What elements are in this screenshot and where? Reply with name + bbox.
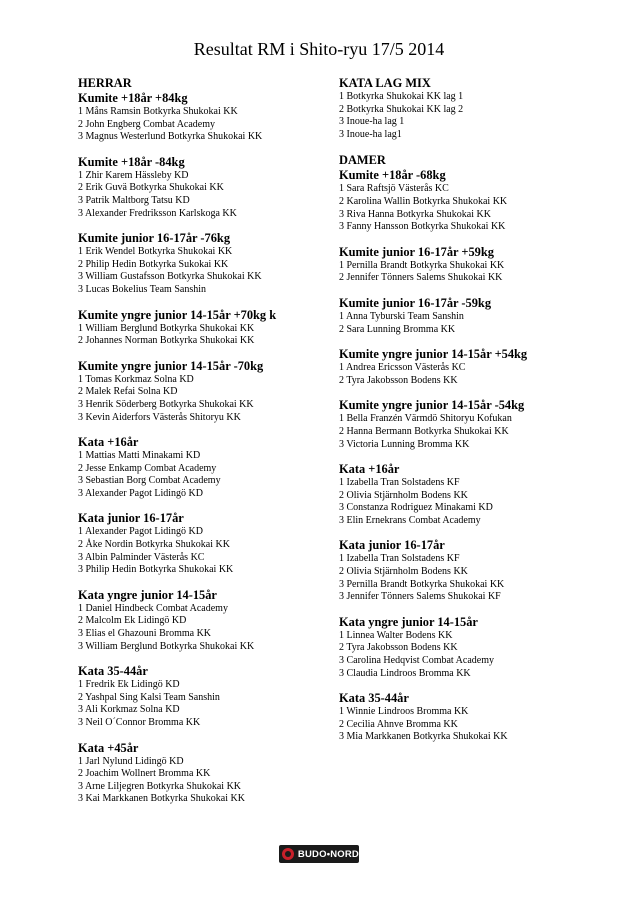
result-line: 3 Lucas Bokelius Team Sanshin [78,283,206,295]
result-line: 3 Victoria Lunning Bromma KK [339,438,470,450]
result-line: 3 Fanny Hansson Botkyrka Shukokai KK [339,221,506,233]
result-line: 3 Alexander Pagot Lidingö KD [78,487,203,499]
result-line: 1 Andrea Ericsson Västerås KC [339,362,466,374]
result-section [339,347,619,387]
result-line: 2 Erik Guvä Botkyrka Shukokai KK [78,182,224,194]
section-lines [78,170,328,220]
result-section [339,296,619,336]
logo-mark-icon [282,848,294,860]
result-line: 1 Mattias Matti Minakami KD [78,450,201,462]
result-line: 1 Linnea Walter Bodens KK [339,629,453,641]
section-lines [339,553,619,603]
right-column [339,76,619,744]
group-label-damer: DAMER [339,153,386,168]
result-line: 3 William Gustafsson Botkyrka Shukokai KK [78,271,262,283]
section-lines [78,526,328,576]
result-line: 1 Daniel Hindbeck Combat Academy [78,602,228,614]
result-line: 3 Mia Markkanen Botkyrka Shukokai KK [339,731,508,743]
result-section [339,398,619,451]
section-lines [78,679,328,729]
result-section [339,538,619,603]
result-line: 3 Neil O´Connor Bromma KK [78,717,201,728]
result-line: 1 Alexander Pagot Lidingö KD [78,526,203,538]
page-title: Resultat RM i Shito-ryu 17/5 2014 [193,39,445,59]
result-line: 2 Åke Nordin Botkyrka Shukokai KK [78,539,230,551]
group-label-herrar: HERRAR [78,76,132,90]
section-heading: Kata 35-44år [78,664,148,679]
section-heading: Kata +45år [78,740,139,755]
result-line: 3 Kevin Aiderfors Västerås Shitoryu KK [78,411,241,423]
result-line: 3 William Berglund Botkyrka Shukokai KK [78,640,255,652]
result-line: 1 Winnie Lindroos Bromma KK [339,706,469,718]
result-line: 3 Riva Hanna Botkyrka Shukokai KK [339,208,491,220]
right-sections [339,153,619,744]
result-section [78,741,328,806]
section-heading: Kata yngre junior 14-15år [339,614,478,629]
result-line: 3 Carolina Hedqvist Combat Academy [339,655,494,667]
section-lines [339,311,619,336]
section-lines [339,477,619,527]
result-line: 2 Jesse Enkamp Combat Academy [78,462,217,474]
section-lines [339,91,619,141]
result-section [339,691,619,744]
section-heading: Kumite yngre junior 14-15år -70kg [78,358,264,373]
result-section [78,588,328,653]
result-line: 1 Tomas Korkmaz Solna KD [78,373,194,385]
result-line: 1 Zhir Karem Hässleby KD [78,169,189,181]
result-line: 2 Tyra Jakobsson Bodens KK [339,374,458,386]
result-section [78,155,328,220]
section-lines [339,183,619,233]
result-line: 2 Yashpal Sing Kalsi Team Sanshin [78,691,220,703]
result-line: 1 Botkyrka Shukokai KK lag 1 [339,91,464,102]
result-line: 1 Izabella Tran Solstadens KF [339,553,460,565]
result-line: 3 Philip Hedin Botkyrka Shukokai KK [78,564,234,576]
result-section [78,359,328,424]
result-line: 1 Jarl Nylund Lidingö KD [78,755,184,767]
section-heading: Kumite +18år -84kg [78,154,185,169]
result-line: 1 Måns Ramsin Botkyrka Shukokai KK [78,106,238,117]
section-heading: Kata +16år [339,462,400,477]
budo-nord-logo [279,845,359,863]
result-line: 2 Cecilia Ahnve Bromma KK [339,718,458,730]
section-heading: Kumite +18år +84kg [78,91,188,105]
result-line: 3 Pernilla Brandt Botkyrka Shukokai KK [339,578,505,590]
result-line: 3 Patrik Maltborg Tatsu KD [78,194,190,206]
result-line: 2 Malcolm Ek Lidingö KD [78,615,187,627]
section-heading: Kumite junior 16-17år -76kg [78,231,231,246]
result-line: 3 Inoue-ha lag1 [339,128,402,140]
section-lines [339,706,619,744]
result-line: 2 Olivia Stjärnholm Bodens KK [339,566,468,578]
result-section [78,231,328,296]
left-sections [78,91,328,806]
result-line: 3 Henrik Söderberg Botkyrka Shukokai KK [78,398,254,410]
result-line: 2 Philip Hedin Botkyrka Sukokai KK [78,258,229,270]
result-section [339,76,619,141]
section-lines [78,323,328,348]
result-line: 1 Erik Wendel Botkyrka Shukokai KK [78,246,233,258]
left-column [78,76,328,806]
result-line: 2 Karolina Wallin Botkyrka Shukokai KK [339,195,508,207]
result-line: 3 Jennifer Tönners Salems Shukokai KF [339,591,501,603]
result-line: 2 Johannes Norman Botkyrka Shukokai KK [78,335,255,347]
result-section [78,435,328,500]
section-heading: Kumite yngre junior 14-15år -54kg [339,398,525,413]
section-heading: Kumite junior 16-17år +59kg [339,244,494,259]
section-lines [339,413,619,451]
result-line: 3 Ali Korkmaz Solna KD [78,704,180,716]
section-lines [78,450,328,500]
section-heading: Kata yngre junior 14-15år [78,587,217,602]
result-line: 1 Sara Raftsjö Västerås KC [339,183,449,195]
result-line: 1 William Berglund Botkyrka Shukokai KK [78,322,255,334]
right-sections-inner [339,168,619,744]
result-line: 1 Izabella Tran Solstadens KF [339,477,460,489]
result-line: 2 Tyra Jakobsson Bodens KK [339,642,458,654]
section-lines [78,756,328,806]
result-line: 3 Sebastian Borg Combat Academy [78,475,221,487]
result-line: 3 Elias el Ghazouni Bromma KK [78,628,212,640]
result-line: 3 Albin Palminder Västerås KC [78,551,205,563]
section-heading: Kumite yngre junior 14-15år +70kg k [78,307,277,322]
result-line: 2 Hanna Bermann Botkyrka Shukokai KK [339,425,509,437]
section-heading: Kumite junior 16-17år -59kg [339,295,492,310]
result-line: 1 Bella Franzén Värmdö Shitoryu Kofukan [339,413,512,425]
result-line: 3 Alexander Fredriksson Karlskoga KK [78,207,237,219]
result-section [78,91,328,144]
section-heading: Kata junior 16-17år [339,538,445,553]
result-line: 1 Fredrik Ek Lidingö KD [78,679,180,691]
section-heading: Kata 35-44år [339,691,409,706]
result-section [339,462,619,527]
section-heading: Kata junior 16-17år [78,511,184,526]
section-lines [78,374,328,424]
result-line: 3 Elin Ernekrans Combat Academy [339,514,481,526]
section-lines [78,246,328,296]
result-section [78,664,328,729]
result-line: 3 Magnus Westerlund Botkyrka Shukokai KK [78,131,263,143]
section-lines [339,260,619,285]
result-line: 2 John Engberg Combat Academy [78,118,216,130]
section-lines [339,362,619,387]
section-heading: Kumite yngre junior 14-15år +54kg [339,347,528,362]
result-line: 3 Kai Markkanen Botkyrka Shukokai KK [78,793,245,805]
result-section [339,168,619,233]
result-line: 3 Arne Liljegren Botkyrka Shukokai KK [78,780,242,792]
result-section [339,615,619,680]
result-line: 1 Pernilla Brandt Botkyrka Shukokai KK [339,259,505,271]
result-line: 2 Olivia Stjärnholm Bodens KK [339,489,468,501]
result-section [78,511,328,576]
section-lines [78,603,328,653]
result-line: 3 Claudia Lindroos Bromma KK [339,667,471,679]
section-lines [78,106,328,144]
result-line: 2 Malek Refai Solna KD [78,386,178,398]
section-heading: Kata +16år [78,435,139,450]
result-line: 2 Botkyrka Shukokai KK lag 2 [339,103,464,115]
result-line: 2 Joachim Wollnert Bromma KK [78,768,211,780]
result-line: 3 Constanza Rodriguez Minakami KD [339,502,493,514]
section-lines [339,630,619,680]
result-section [78,308,328,348]
result-line: 2 Sara Lunning Bromma KK [339,323,456,335]
logo-text: BUDO•NORD [297,848,359,860]
result-line: 3 Inoue-ha lag 1 [339,116,405,128]
result-line: 1 Anna Tyburski Team Sanshin [339,310,464,322]
section-heading: Kumite +18år -68kg [339,168,446,183]
result-section [339,245,619,285]
section-heading: KATA LAG MIX [339,76,431,90]
result-line: 2 Jennifer Tönners Salems Shukokai KK [339,272,503,284]
